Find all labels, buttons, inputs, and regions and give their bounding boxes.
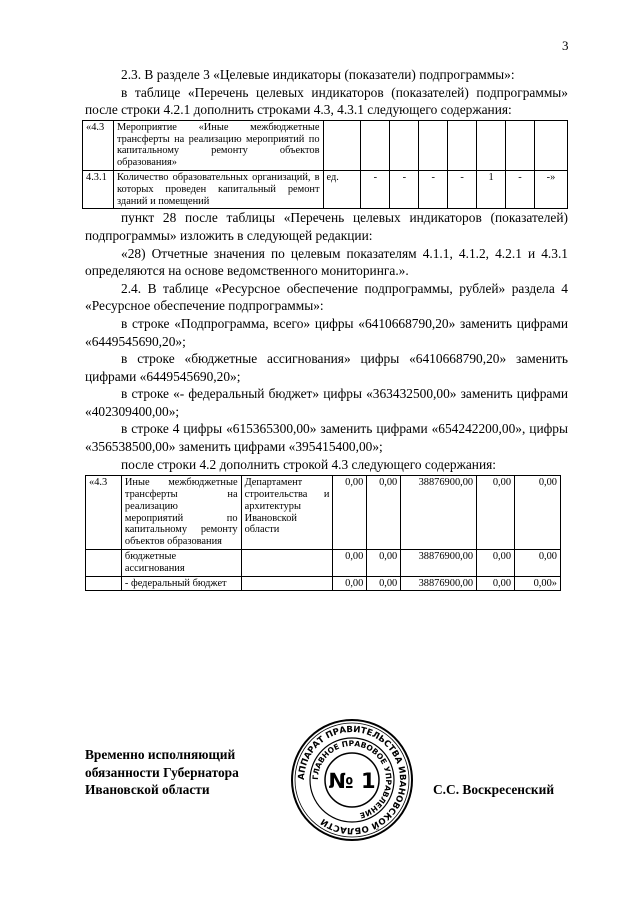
document-body	[85, 66, 568, 591]
indicator-name: Мероприятие «Иные межбюджетные трансферты на реализацию мероприятий по капитальному ремонту объектов образования»	[113, 120, 323, 170]
signatory-line: Временно исполняющий	[85, 747, 236, 762]
table-row	[83, 170, 568, 208]
value-cell	[361, 120, 390, 170]
value-cell	[448, 120, 477, 170]
row-number	[86, 576, 122, 591]
amount-cell: 38876900,00	[401, 476, 477, 550]
executor-cell	[241, 576, 333, 591]
event-name: Иные межбюджетные трансферты на реализацию мероприятий по капитальному ремонту объектов образования	[121, 476, 241, 550]
value-cell	[477, 120, 506, 170]
paragraph-total: в строке «Подпрограмма, всего» цифры «6410668790,20» заменить цифрами «6449545690,20»;	[85, 315, 568, 349]
paragraph-2-3: 2.3. В разделе 3 «Целевые индикаторы (показатели) подпрограммы»:	[121, 67, 515, 82]
amount-cell: 0,00	[477, 476, 515, 550]
seal-inner-text: ГЛАВНОЕ ПРАВОВОЕ УПРАВЛЕНИЕ	[310, 738, 394, 821]
executor-cell	[241, 550, 333, 577]
value-cell: -	[419, 170, 448, 208]
value-cell	[419, 120, 448, 170]
value-cell: -	[448, 170, 477, 208]
row-number: «4.3	[86, 476, 122, 550]
amount-cell: 0,00»	[515, 576, 561, 591]
signatory-name: С.С. Воскресенский	[433, 782, 555, 797]
unit-cell: ед.	[323, 170, 361, 208]
executor-cell: Департамент строительства и архитектуры Ивановской области	[241, 476, 333, 550]
event-name: бюджетные ассигнования	[121, 550, 241, 577]
seal-outer-text: АППАРАТ ПРАВИТЕЛЬСТВА ИВАНОВСКОЙ ОБЛАСТИ	[296, 724, 408, 836]
signatory-line: обязанности Губернатора	[85, 764, 239, 780]
value-cell	[534, 120, 567, 170]
paragraph-row4: в строке 4 цифры «615365300,00» заменить цифрами «654242200,00», цифры «356538500,00» заменить цифрами «395415400,00»;	[85, 421, 568, 455]
amount-cell: 0,00	[477, 576, 515, 591]
row-number: 4.3.1	[83, 170, 114, 208]
indicator-name: Количество образовательных организаций, в которых проведен капитальный ремонт зданий и помещений	[113, 170, 323, 208]
paragraph-2-4: 2.4. В таблице «Ресурсное обеспечение подпрограммы, рублей» раздела 4 «Ресурсное обеспечение подпрограммы»:	[85, 280, 568, 314]
value-cell	[506, 120, 535, 170]
amount-cell: 0,00	[515, 476, 561, 550]
amount-cell: 0,00	[477, 550, 515, 577]
amount-cell: 38876900,00	[401, 576, 477, 591]
indicators-table	[82, 120, 568, 210]
value-cell: -	[390, 170, 419, 208]
resources-table	[85, 475, 561, 591]
table-row	[86, 476, 561, 550]
signatory-title	[85, 746, 239, 799]
amount-cell: 38876900,00	[401, 550, 477, 577]
seal-number: № 1	[328, 769, 376, 793]
row-number	[86, 550, 122, 577]
paragraph-28: «28) Отчетные значения по целевым показателям 4.1.1, 4.1.2, 4.2.1 и 4.3.1 определяются на основе ведомственного мониторинга.».	[85, 245, 568, 279]
paragraph-28-intro: пункт 28 после таблицы «Перечень целевых индикаторов (показателей) подпрограммы» изложить в следующей редакции:	[85, 210, 568, 243]
table-row	[83, 120, 568, 170]
amount-cell: 0,00	[367, 550, 401, 577]
value-cell	[390, 120, 419, 170]
official-seal-icon	[290, 718, 414, 842]
event-name: - федеральный бюджет	[121, 576, 241, 591]
signatory-line: Ивановской области	[85, 782, 210, 798]
amount-cell: 0,00	[333, 576, 367, 591]
value-cell: 1	[477, 170, 506, 208]
table-row	[86, 550, 561, 577]
amount-cell: 0,00	[367, 476, 401, 550]
page-number: 3	[562, 38, 569, 53]
paragraph-add-4-3: после строки 4.2 дополнить строкой 4.3 следующего содержания:	[121, 456, 497, 472]
paragraph-table-intro: в таблице «Перечень целевых индикаторов (показателей) подпрограммы» после строки 4.2.1 дополнить строками 4.3, 4.3.1 следующего содержания:	[85, 84, 568, 118]
amount-cell: 0,00	[367, 576, 401, 591]
value-cell: -	[506, 170, 535, 208]
value-cell: -»	[534, 170, 567, 208]
paragraph-federal: в строке «- федеральный бюджет» цифры «363432500,00» заменить цифрами «402309400,00»;	[85, 386, 568, 419]
table-row	[86, 576, 561, 591]
row-number: «4.3	[83, 120, 114, 170]
amount-cell: 0,00	[515, 550, 561, 577]
unit-cell	[323, 120, 361, 170]
paragraph-budget: в строке «бюджетные ассигнования» цифры «6410668790,20» заменить цифрами «6449545690,20»;	[85, 351, 568, 384]
value-cell: -	[361, 170, 390, 208]
amount-cell: 0,00	[333, 476, 367, 550]
amount-cell: 0,00	[333, 550, 367, 577]
